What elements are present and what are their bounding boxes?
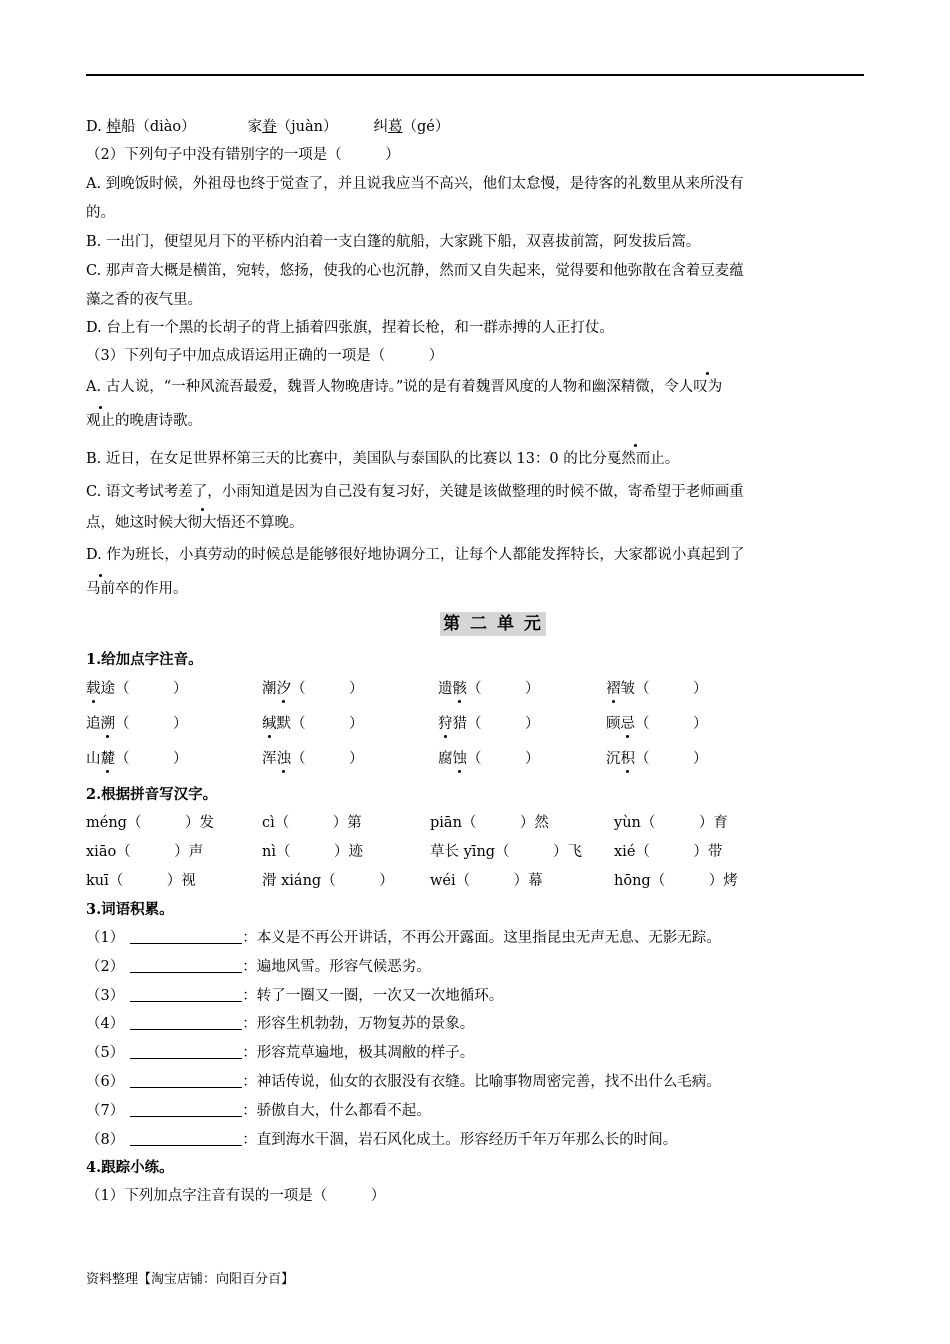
vocabulary-item: （4） ：形容生机勃勃，万物复苏的景象。 bbox=[86, 1016, 475, 1032]
q2-option-c-line2: 藻之香的夜气里。 bbox=[86, 292, 202, 308]
pinyin-item: 沉积（ ） bbox=[606, 751, 708, 767]
q3-option-d-line1: D. 作为班长，小真劳动的时候总是能够很好地协调分工，让每个人都能发挥特长，大家都说小真起到了 bbox=[86, 547, 745, 563]
q3-option-c-line1: C. 语文考试考差了，小雨知道是因为自己没有复习好，关键是该做整理的时候不做，寄希望于老师画重 bbox=[86, 484, 744, 500]
d-option-pinyin: D. 棹船（diào） 家眷（juàn） 纠葛（gé） bbox=[86, 119, 450, 135]
vocabulary-item: （8） ：直到海水干涸，岩石风化成土。形容经历千年万年那么长的时间。 bbox=[86, 1132, 678, 1148]
pinyin-item: 山麓（ ） bbox=[86, 751, 188, 767]
pinyin-item: 腐蚀（ ） bbox=[438, 751, 540, 767]
vocabulary-item: （5） ：形容荒草遍地，极其凋敝的样子。 bbox=[86, 1045, 475, 1061]
pinyin-blank-item: 滑 xiáng（ ） bbox=[262, 873, 394, 889]
answer-blank bbox=[130, 987, 242, 1002]
q3-option-a-line1: A. 古人说，“一种风流吾最爱，魏晋人物晚唐诗。”说的是有着魏晋风度的人物和幽深精微，令人叹为 bbox=[86, 379, 723, 395]
pinyin-blank-item: xiāo（ ）声 bbox=[86, 844, 204, 860]
q2-option-b: B. 一出门，便望见月下的平桥内泊着一支白篷的航船，大家跳下船，双喜拔前篙，阿发拔后篙。 bbox=[86, 234, 701, 250]
vocabulary-item: （2） ：遍地风雪。形容气候恶劣。 bbox=[86, 959, 431, 975]
q2-option-c-line1: C. 那声音大概是横笛，宛转，悠扬，使我的心也沉静，然而又自失起来，觉得要和他弥散在含着豆麦蕴 bbox=[86, 263, 744, 279]
pinyin-item: 追溯（ ） bbox=[86, 716, 188, 732]
unit-2-title: 第 二 单 元 bbox=[440, 612, 546, 636]
answer-blank bbox=[130, 929, 242, 944]
header-rule bbox=[86, 74, 864, 76]
pinyin-item: 浑浊（ ） bbox=[262, 751, 364, 767]
section-4-question-1: （1）下列加点字注音有误的一项是（ ） bbox=[86, 1188, 386, 1204]
pinyin-blank-item: 草长 yīng（ ）飞 bbox=[430, 844, 583, 860]
answer-blank bbox=[130, 1015, 242, 1030]
answer-blank bbox=[130, 958, 242, 973]
q2-option-d: D. 台上有一个黑的长胡子的背上插着四张旗，捏着长枪，和一群赤搏的人正打仗。 bbox=[86, 320, 614, 336]
vocabulary-item: （1） ：本义是不再公开讲话，不再公开露面。这里指昆虫无声无息、无影无踪。 bbox=[86, 930, 721, 946]
vocabulary-item: （7） ：骄傲自大，什么都看不起。 bbox=[86, 1103, 431, 1119]
section-4-title: 4.跟踪小练。 bbox=[86, 1159, 174, 1176]
pinyin-blank-item: kuī（ ）视 bbox=[86, 873, 196, 889]
pinyin-blank-item: piān（ ）然 bbox=[430, 815, 549, 831]
answer-blank bbox=[130, 1073, 242, 1088]
pinyin-item: 褶皱（ ） bbox=[606, 681, 708, 697]
question-2: （2）下列句子中没有错别字的一项是（ ） bbox=[86, 147, 400, 163]
pinyin-item: 顾忌（ ） bbox=[606, 716, 708, 732]
pinyin-item: 载途（ ） bbox=[86, 681, 188, 697]
answer-blank bbox=[130, 1102, 242, 1117]
section-1-title: 1.给加点字注音。 bbox=[86, 651, 203, 668]
pinyin-item: 遗骸（ ） bbox=[438, 681, 540, 697]
answer-blank bbox=[130, 1131, 242, 1146]
vocabulary-item: （6） ：神话传说，仙女的衣服没有衣缝。比喻事物周密完善，找不出什么毛病。 bbox=[86, 1074, 721, 1090]
q3-option-c-line2: 点，她这时候大彻大悟还不算晚。 bbox=[86, 515, 304, 531]
pinyin-blank-item: hōng（ ）烤 bbox=[614, 873, 738, 889]
pinyin-item: 潮汐（ ） bbox=[262, 681, 364, 697]
q3-option-d-line2: 马前卒的作用。 bbox=[86, 581, 188, 597]
pinyin-item: 狩猎（ ） bbox=[438, 716, 540, 732]
pinyin-item: 缄默（ ） bbox=[262, 716, 364, 732]
answer-blank bbox=[130, 1044, 242, 1059]
pinyin-blank-item: wéi（ ）幕 bbox=[430, 873, 543, 889]
q2-option-a-line2: 的。 bbox=[86, 205, 115, 221]
section-2-title: 2.根据拼音写汉字。 bbox=[86, 786, 218, 803]
vocabulary-item: （3） ：转了一圈又一圈，一次又一次地循环。 bbox=[86, 988, 504, 1004]
q2-option-a-line1: A. 到晚饭时候，外祖母也终于觉查了，并且说我应当不高兴，他们太怠慢，是待客的礼数里从来所没有 bbox=[86, 176, 744, 192]
q3-option-a-line2: 观止的晚唐诗歌。 bbox=[86, 413, 202, 429]
footer-source: 资料整理【淘宝店铺：向阳百分百】 bbox=[86, 1272, 295, 1287]
question-3: （3）下列句子中加点成语运用正确的一项是（ ） bbox=[86, 348, 444, 364]
pinyin-blank-item: xié（ ）带 bbox=[614, 844, 723, 860]
pinyin-blank-item: nì（ ）迹 bbox=[262, 844, 363, 860]
section-3-title: 3.词语积累。 bbox=[86, 901, 174, 918]
q3-option-b: B. 近日，在女足世界杯第三天的比赛中，美国队与泰国队的比赛以 13：0 的比分戛然而止。 bbox=[86, 451, 680, 467]
pinyin-blank-item: méng（ ）发 bbox=[86, 815, 214, 831]
pinyin-blank-item: cì（ ）第 bbox=[262, 815, 362, 831]
pinyin-blank-item: yùn（ ）育 bbox=[614, 815, 728, 831]
